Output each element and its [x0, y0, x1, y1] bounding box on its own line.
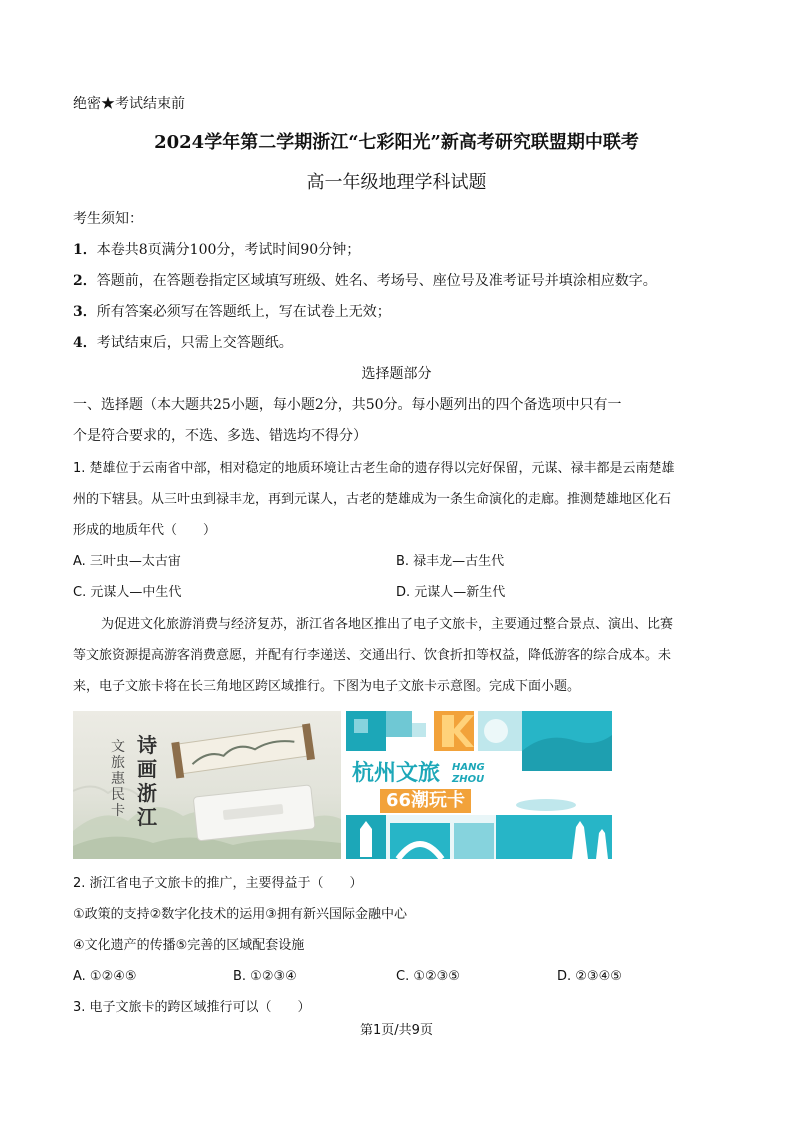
card2-hang-text: HANG — [452, 762, 485, 773]
q2-items-line2: ④文化遗产的传播⑤完善的区域配套设施 — [73, 938, 305, 953]
zhejiang-culture-card-image — [73, 711, 341, 859]
section-intro-line2: 个是符合要求的，不选、多选、错选均不得分） — [73, 428, 367, 444]
q2-option-a: A. ①②④⑤ — [73, 969, 137, 984]
q2-option-d: D. ②③④⑤ — [557, 969, 622, 984]
section-intro-line1: 一、选择题（本大题共25小题，每小题2分，共50分。每小题列出的四个备选项中只有一 — [73, 397, 622, 413]
exam-title: 2024学年第二学期浙江“七彩阳光”新高考研究联盟期中联考 — [154, 132, 639, 153]
card2-zhou-text: ZHOU — [452, 774, 485, 785]
notice-item-2 — [73, 271, 657, 291]
card2-subtitle: 66潮玩卡 — [380, 789, 471, 813]
notice-item-1 — [73, 240, 360, 260]
q1-option-d: D. 元谋人—新生代 — [396, 585, 506, 600]
hangzhou-tourism-card-image — [346, 711, 612, 859]
notice-item-num: 1． — [73, 242, 97, 258]
q2-option-c: C. ①②③⑤ — [396, 969, 460, 984]
notice-item-text: 本卷共8页满分100分，考试时间90分钟； — [96, 242, 361, 258]
q2-stem: 2. 浙江省电子文旅卡的推广，主要得益于（ ） — [73, 876, 363, 891]
q1-line2: 州的下辖县。从三叶虫到禄丰龙，再到元谋人，古老的楚雄成为一条生命演化的走廊。推测楚雄地区化石 — [73, 492, 672, 507]
q2-items-line1: ①政策的支持②数字化技术的运用③拥有新兴国际金融中心 — [73, 907, 407, 922]
q3-stem: 3. 电子文旅卡的跨区域推行可以（ ） — [73, 1000, 311, 1015]
notice-heading: 考生须知： — [73, 211, 143, 227]
notice-item-text: 答题前，在答题卷指定区域填写班级、姓名、考场号、座位号及准考证号并填涂相应数字。 — [96, 273, 657, 289]
q1-line3: 形成的地质年代（ ） — [73, 523, 217, 538]
notice-item-num: 4． — [73, 335, 97, 351]
passage-line2: 等文旅资源提高游客消费意愿，并配有行李递送、交通出行、饮食折扣等权益，降低游客的综合成本。未 — [73, 648, 672, 663]
notice-item-num: 2． — [73, 273, 97, 289]
q1-line1: 1. 楚雄位于云南省中部，相对稳定的地质环境让古老生命的遗存得以完好保留，元谋、禄丰都是云南楚雄 — [73, 461, 675, 476]
q2-option-b: B. ①②③④ — [233, 969, 297, 984]
card-vertical-text: 文旅惠民卡 — [111, 739, 125, 819]
section-heading: 选择题部分 — [361, 366, 432, 382]
notice-item-4 — [73, 333, 293, 353]
passage-line1: 为促进文化旅游消费与经济复苏，浙江省各地区推出了电子文旅卡，主要通过整合景点、演出、比赛 — [101, 617, 674, 632]
notice-item-3 — [73, 302, 391, 322]
notice-item-num: 3． — [73, 304, 97, 320]
card2-title: 杭州文旅 — [352, 761, 441, 786]
notice-item-text: 所有答案必须写在答题纸上，写在试卷上无效； — [96, 304, 391, 320]
q1-option-a: A. 三叶虫—太古宙 — [73, 554, 181, 569]
notice-item-text: 考试结束后，只需上交答题纸。 — [96, 335, 293, 351]
card-calligraphy-text: 诗画浙江 — [137, 733, 157, 829]
passage-line3: 来，电子文旅卡将在长三角地区跨区域推行。下图为电子文旅卡示意图。完成下面小题。 — [73, 679, 581, 694]
q1-option-b: B. 禄丰龙—古生代 — [396, 554, 505, 569]
q1-option-c: C. 元谋人—中生代 — [73, 585, 182, 600]
page-footer: 第1页/共9页 — [360, 1023, 433, 1038]
confidential-label: 绝密★考试结束前 — [73, 96, 185, 112]
exam-subtitle: 高一年级地理学科试题 — [306, 172, 487, 193]
